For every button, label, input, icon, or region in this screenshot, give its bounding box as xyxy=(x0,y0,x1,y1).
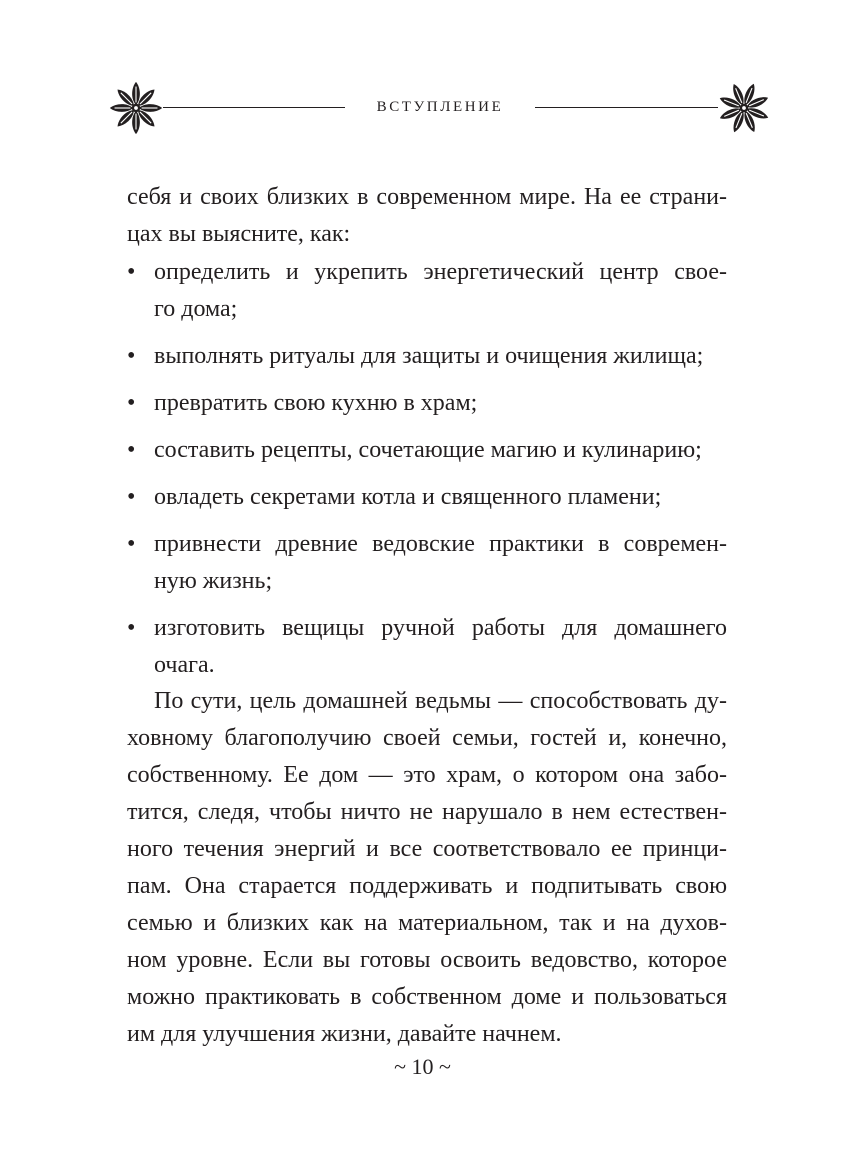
list-item xyxy=(127,385,727,422)
text-line: го дома; xyxy=(154,296,238,322)
text-line: выполнять ритуалы для защиты и очищения жилища; xyxy=(154,343,704,369)
text-line: ную жизнь; xyxy=(154,568,273,594)
body-paragraph xyxy=(127,683,727,1053)
text-line: себя и своих близких в современном мире. На ее страни- xyxy=(127,184,727,210)
intro-text xyxy=(127,179,727,253)
bullet-icon: • xyxy=(127,343,136,369)
text-line: семью и близких как на материальном, так и на духов- xyxy=(127,910,727,936)
list-item xyxy=(127,479,727,516)
text-line: привнести древние ведовские практики в современ- xyxy=(154,531,727,557)
list-item xyxy=(127,254,727,328)
text-line: можно практиковать в собственном доме и пользоваться xyxy=(127,984,727,1010)
bullet-icon: • xyxy=(127,390,136,416)
bullet-icon: • xyxy=(127,259,136,285)
bullet-icon: • xyxy=(127,531,136,557)
text-line: ховному благополучию своей семьи, гостей и, конечно, xyxy=(127,725,727,751)
text-line: очага. xyxy=(154,652,215,678)
text-line: ном уровне. Если вы готовы освоить ведовство, которое xyxy=(127,947,727,973)
text-line: ного течения энергий и все соответствовало ее принци- xyxy=(127,836,727,862)
text-line: изготовить вещицы ручной работы для домашнего xyxy=(154,615,727,641)
text-line: собственному. Ее дом — это храм, о котором она забо- xyxy=(127,762,727,788)
running-header xyxy=(0,80,845,140)
header-rule-right xyxy=(535,107,718,108)
star-anise-icon xyxy=(108,80,164,136)
text-line: цах вы выясните, как: xyxy=(127,221,351,247)
list-item xyxy=(127,432,727,469)
list-item xyxy=(127,338,727,375)
bullet-icon: • xyxy=(127,615,136,641)
bullet-list xyxy=(127,254,727,694)
text-line: превратить свою кухню в храм; xyxy=(154,390,478,416)
bullet-icon: • xyxy=(127,484,136,510)
text-line: составить рецепты, сочетающие магию и кулинарию; xyxy=(154,437,702,463)
text-line: пам. Она старается поддерживать и подпитывать свою xyxy=(127,873,727,899)
star-anise-icon xyxy=(716,80,772,136)
header-rule-left xyxy=(163,107,345,108)
list-item xyxy=(127,526,727,600)
text-line: определить и укрепить энергетический центр свое- xyxy=(154,259,727,285)
text-line: овладеть секретами котла и священного пламени; xyxy=(154,484,662,510)
list-item xyxy=(127,610,727,684)
text-line: им для улучшения жизни, давайте начнем. xyxy=(127,1021,562,1047)
text-line: тится, следя, чтобы ничто не нарушало в нем естествен- xyxy=(127,799,727,825)
section-title: ВСТУПЛЕНИЕ xyxy=(376,99,504,115)
bullet-icon: • xyxy=(127,437,136,463)
page-number: ~ 10 ~ xyxy=(394,1054,451,1079)
text-line: По сути, цель домашней ведьмы — способствовать ду- xyxy=(154,688,727,714)
